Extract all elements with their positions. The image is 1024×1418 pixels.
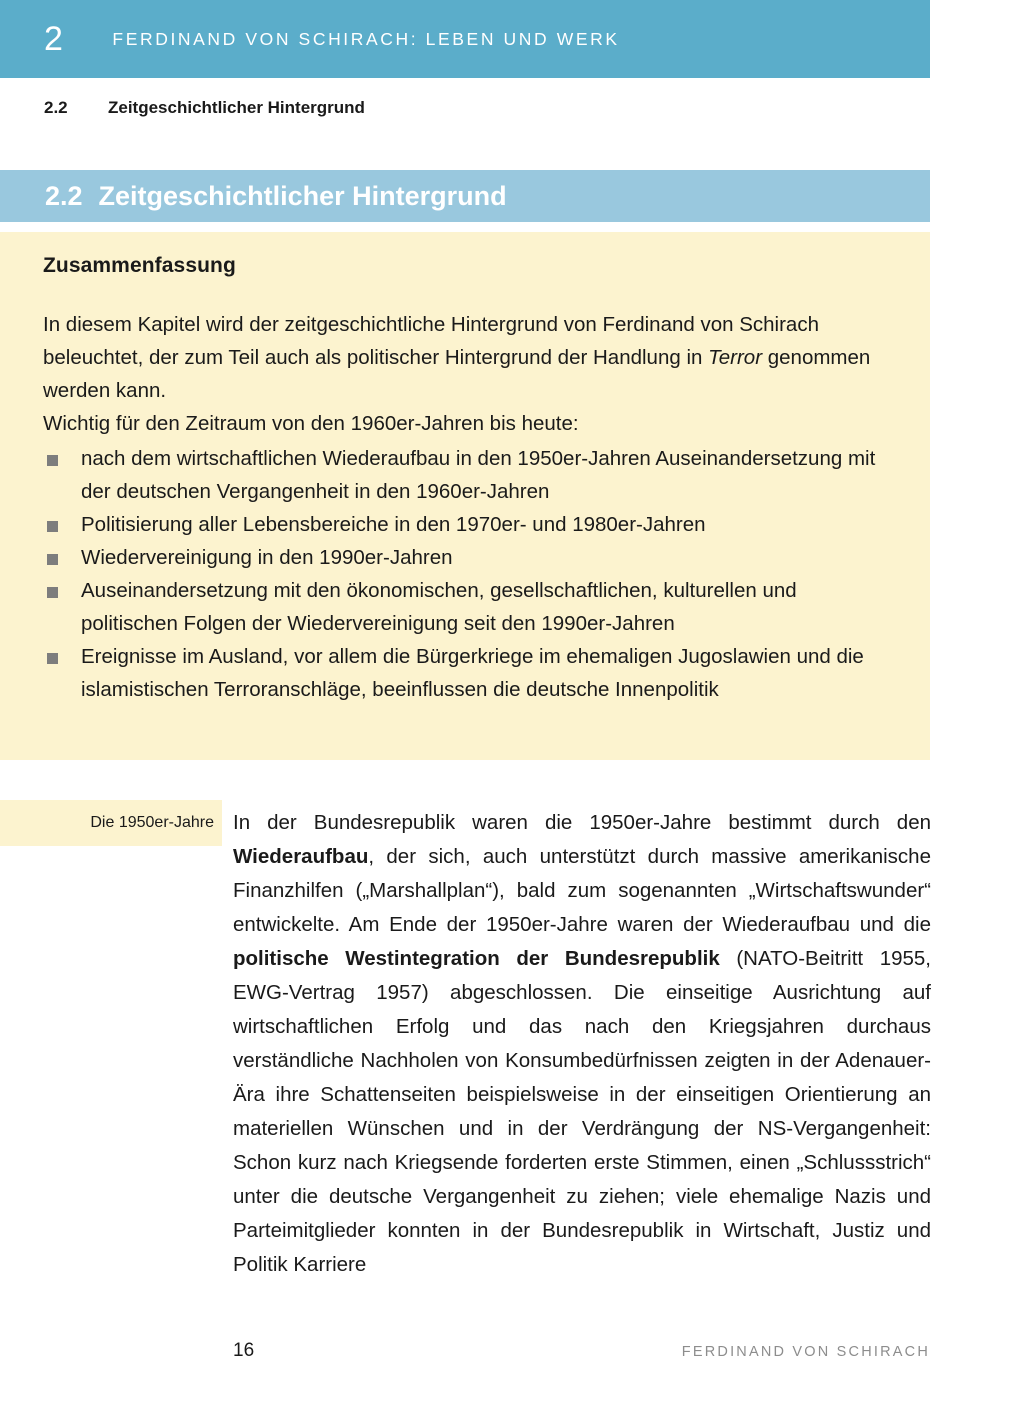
list-item-text: nach dem wirtschaftlichen Wiederaufbau in den 1950er-Jahren Auseinandersetzung mit der deutschen Vergangenheit in den 1960er-Jahren (81, 447, 876, 503)
summary-intro-italic-title: Terror (708, 346, 763, 369)
list-item (43, 541, 890, 574)
chapter-number: 2 (44, 20, 64, 58)
summary-bullet-list (43, 442, 890, 706)
square-bullet-icon (47, 521, 58, 532)
body-paragraph (233, 806, 931, 1282)
square-bullet-icon (47, 554, 58, 565)
list-item-text: Politisierung aller Lebensbereiche in den 1970er- und 1980er-Jahren (81, 513, 706, 536)
section-number: 2.2 (45, 180, 83, 211)
list-item (43, 640, 890, 706)
footer-running-title: FERDINAND VON SCHIRACH (681, 1344, 930, 1360)
page-number: 16 (233, 1340, 255, 1361)
breadcrumb-label: Zeitgeschichtlicher Hintergrund (108, 98, 365, 117)
margin-note-box (0, 800, 222, 846)
breadcrumb (44, 98, 365, 118)
list-item (43, 574, 890, 640)
list-item-text: Wiedervereinigung in den 1990er-Jahren (81, 546, 453, 569)
summary-intro-part1: In diesem Kapitel wird der zeitgeschichtliche Hintergrund von Ferdinand von Schirach beleuchtet, der zum Teil auch als politischer Hintergrund der Handlung in (43, 313, 819, 369)
summary-box (0, 232, 930, 760)
summary-lead-in: Wichtig für den Zeitraum von den 1960er-Jahren bis heute: (43, 412, 579, 435)
list-item-text: Ereignisse im Ausland, vor allem die Bürgerkriege im ehemaligen Jugoslawien und die islamistischen Terroranschläge, beeinflussen die deutsche Innenpolitik (81, 645, 864, 701)
page-footer (0, 1340, 930, 1370)
list-item (43, 442, 890, 508)
square-bullet-icon (47, 455, 58, 466)
list-item-text: Auseinandersetzung mit den ökonomischen, gesellschaftlichen, kulturellen und politischen Folgen der Wiedervereinigung seit den 1990er-Jahren (81, 579, 797, 635)
section-title-bar (0, 170, 930, 222)
body-text-column (233, 806, 931, 1282)
margin-note-label: Die 1950er-Jahre (90, 814, 214, 831)
section-title: Zeitgeschichtlicher Hintergrund (98, 180, 507, 211)
body-bold-westintegration: politische Westintegration der Bundesrepublik (233, 947, 720, 970)
chapter-title: FERDINAND VON SCHIRACH: LEBEN UND WERK (112, 28, 620, 49)
body-segment-1: In der Bundesrepublik waren die 1950er-Jahre bestimmt durch den (233, 811, 931, 834)
square-bullet-icon (47, 653, 58, 664)
body-bold-wiederaufbau: Wiederaufbau (233, 845, 369, 868)
square-bullet-icon (47, 587, 58, 598)
body-segment-2: , der sich, auch unterstützt durch massive amerikanische Finanzhilfen („Marshallplan“), bald zum sogenannten „Wirtschaftswunder“ entwickelte. Am Ende der 1950er-Jahre waren der Wiederaufbau und die (233, 845, 931, 936)
list-item (43, 508, 890, 541)
summary-heading: Zusammenfassung (43, 254, 236, 277)
body-segment-3: (NATO-Beitritt 1955, EWG-Vertrag 1957) abgeschlossen. Die einseitige Ausrichtung auf wirtschaftlichen Erfolg und das nach den Kriegsjahren durchaus verständliche Nachholen von Konsumbedürfnissen zeigten in der Adenauer-Ära ihre Schattenseiten beispielsweise in der einseitigen Orientierung an materiellen Wünschen und in der Verdrängung der NS-Vergangenheit: Schon kurz nach Kriegsende forderten erste Stimmen, einen „Schlussstrich“ unter die deutsche Vergangenheit zu ziehen; viele ehemalige Nazis und Parteimitglieder konnten in der Bundesrepublik in Wirtschaft, Justiz und Politik Karriere (233, 947, 932, 1276)
chapter-header-bar (0, 0, 930, 78)
summary-intro-paragraph (43, 308, 888, 407)
breadcrumb-number: 2.2 (44, 98, 68, 117)
summary-intro-part2: genommen werden kann. (43, 346, 871, 402)
